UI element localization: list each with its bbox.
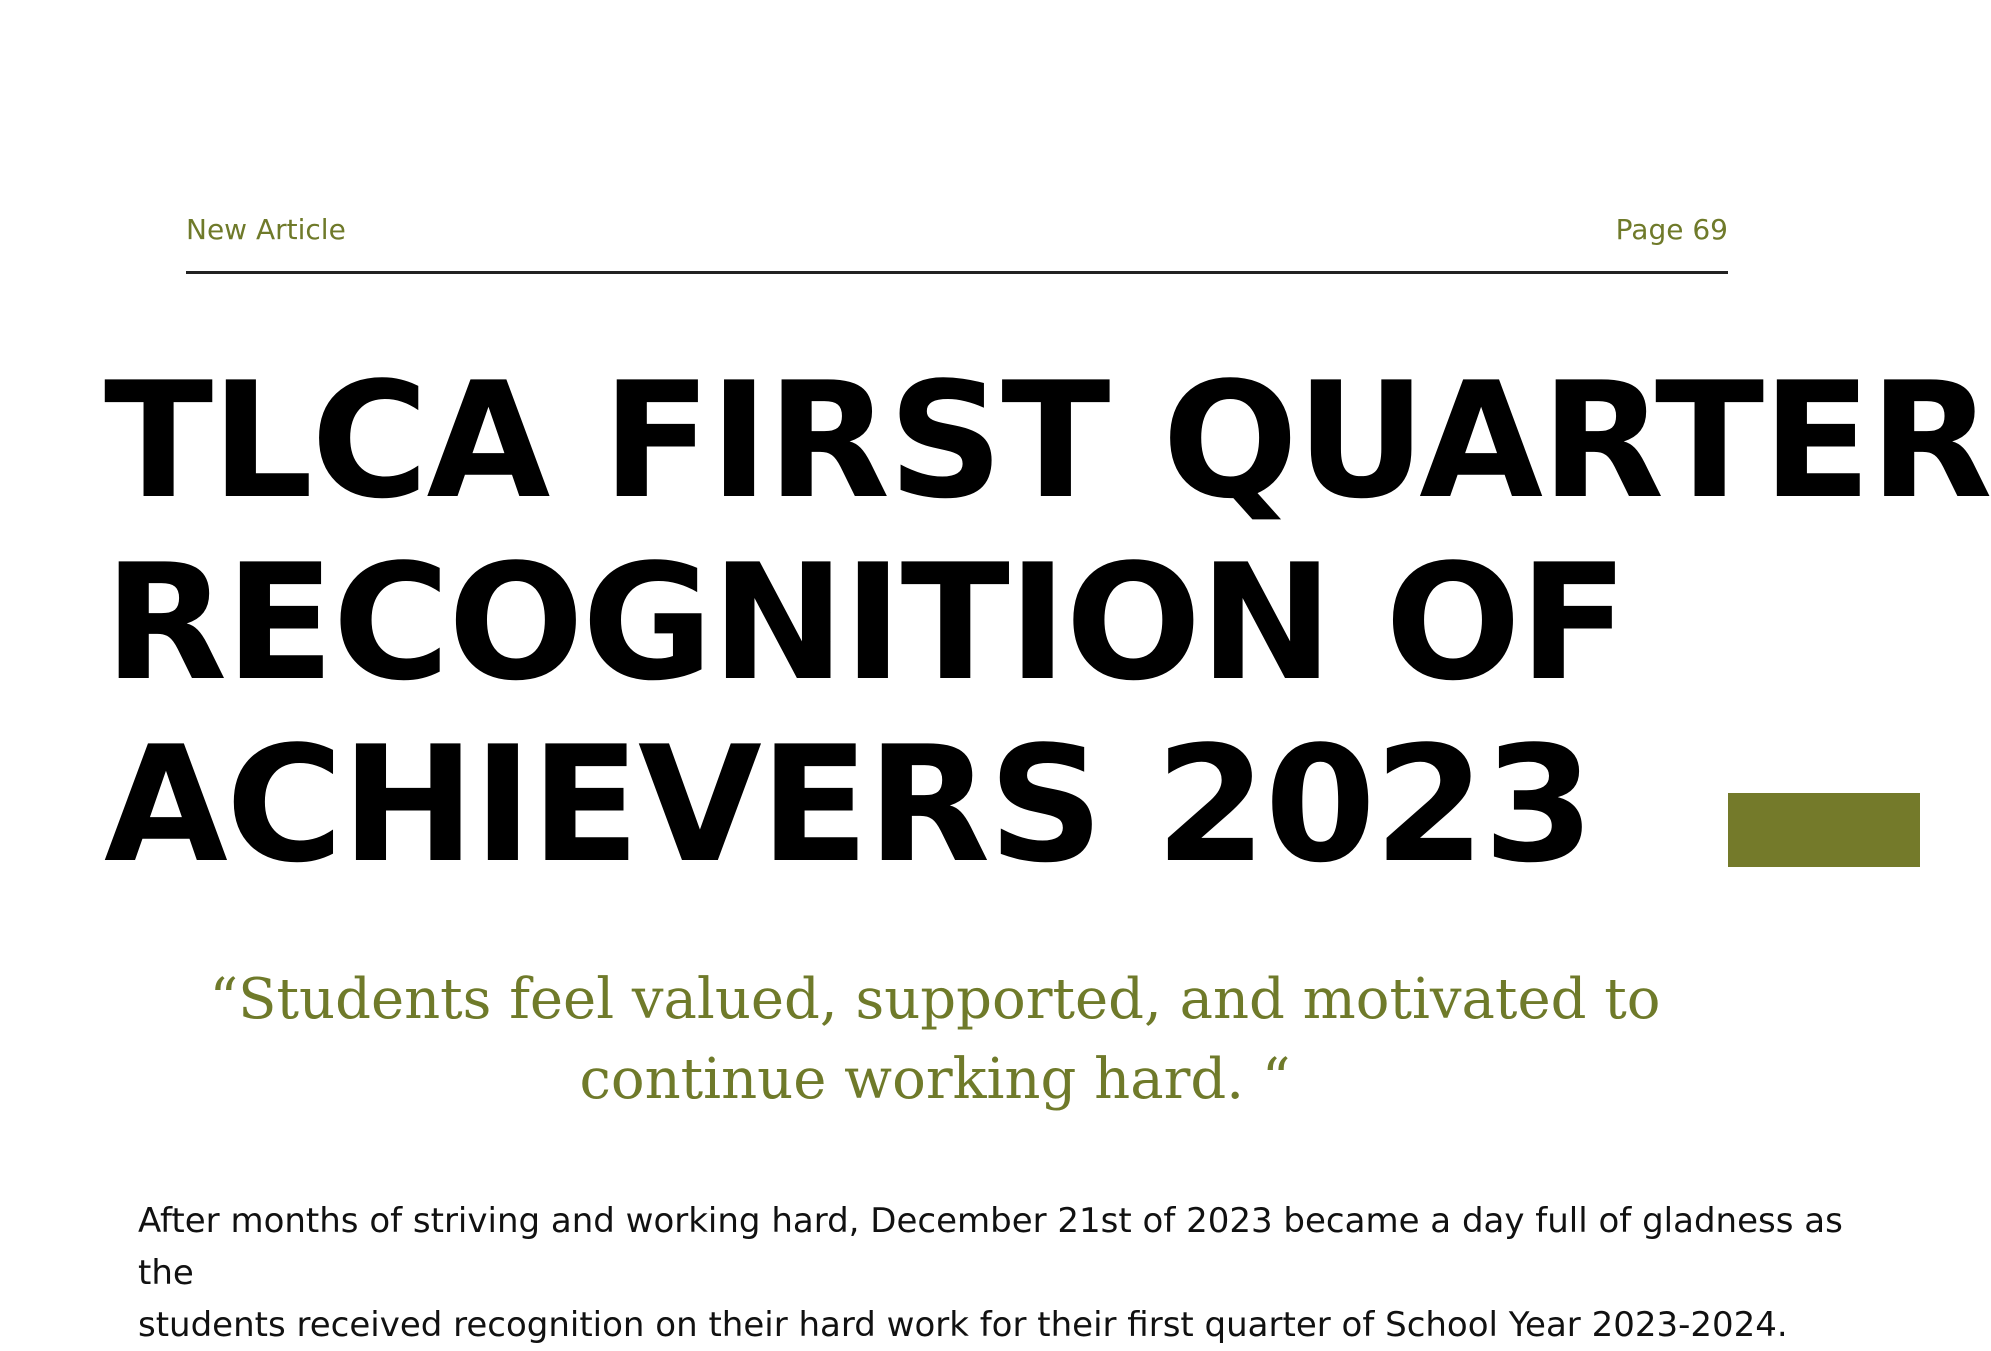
title-line-1: TLCA FIRST QUARTER [104, 347, 1991, 534]
body-line-1: After months of striving and working hard, December 21st of 2023 became a day full of gladness as the [138, 1201, 1843, 1293]
page-number: Page 69 [1615, 213, 1728, 246]
body-line-2: students received recognition on their hard work for their first quarter of School Year 2023-2024. [138, 1305, 1788, 1345]
title-line-2: RECOGNITION OF [104, 529, 1627, 716]
pull-quote: “Students feel valued, supported, and motivated to continue working hard. “ [209, 967, 1661, 1112]
title-line-3: ACHIEVERS 2023 [104, 711, 1593, 898]
header-divider [186, 271, 1728, 274]
article-body [138, 1195, 1878, 1351]
section-label: New Article [186, 213, 346, 246]
accent-bar [1728, 793, 1920, 867]
article-title [104, 347, 1991, 898]
